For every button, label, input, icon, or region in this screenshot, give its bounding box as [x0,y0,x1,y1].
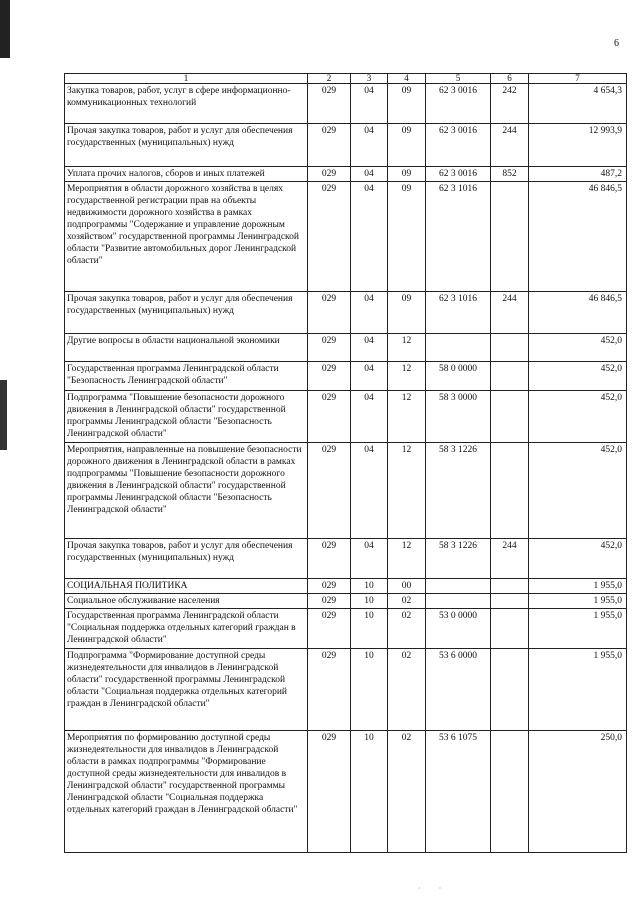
row-code-4: 12 [388,443,426,539]
row-code-3: 04 [351,182,388,292]
row-name: Прочая закупка товаров, работ и услуг для обеспечения государственных (муниципальных) нужд [65,539,308,579]
row-code-3: 10 [351,579,388,594]
row-name: Мероприятия, направленные на повышение безопасности дорожного движения в Ленинградской области в рамках подпрограммы "Повышение безопасности дорожного движения в Ленинградской области" государственной программы Ленинградской области "Безопасность Ленинградской области" [65,443,308,539]
row-code-3: 10 [351,731,388,853]
row-amount: 487,2 [529,167,627,182]
row-code-3: 04 [351,292,388,334]
row-code-5: 58 3 0000 [426,391,491,443]
row-code-2: 029 [308,731,351,853]
scan-edge-mark [0,0,10,58]
column-header: 6 [491,74,529,84]
row-code-2: 029 [308,182,351,292]
row-code-4: 09 [388,292,426,334]
row-amount: 452,0 [529,443,627,539]
row-code-6 [491,649,529,731]
row-code-3: 04 [351,539,388,579]
row-code-6: 852 [491,167,529,182]
row-code-6 [491,182,529,292]
row-name: СОЦИАЛЬНАЯ ПОЛИТИКА [65,579,308,594]
row-code-5: 62 3 1016 [426,292,491,334]
table-row [65,443,627,539]
row-amount: 1 955,0 [529,649,627,731]
column-header: 3 [351,74,388,84]
row-code-3: 04 [351,362,388,391]
row-code-5: 53 0 0000 [426,609,491,649]
row-code-5: 62 3 0016 [426,167,491,182]
row-code-4: 09 [388,167,426,182]
row-code-2: 029 [308,124,351,167]
scan-edge-mark [0,380,7,450]
row-code-2: 029 [308,362,351,391]
table-row [65,391,627,443]
row-code-6: 244 [491,539,529,579]
row-amount: 1 955,0 [529,609,627,649]
row-code-5: 62 3 0016 [426,124,491,167]
row-code-5: 53 6 0000 [426,649,491,731]
row-code-4: 09 [388,124,426,167]
row-code-3: 04 [351,443,388,539]
table-row [65,649,627,731]
row-amount: 4 654,3 [529,84,627,124]
row-code-2: 029 [308,594,351,609]
row-code-3: 10 [351,649,388,731]
row-code-4: 09 [388,182,426,292]
row-code-3: 10 [351,594,388,609]
row-code-6 [491,579,529,594]
row-code-6 [491,443,529,539]
row-code-6 [491,362,529,391]
row-code-3: 10 [351,609,388,649]
row-name: Подпрограмма "Формирование доступной среды жизнедеятельности для инвалидов в Ленинградской области" государственной программы Ленинградской области "Социальная поддержка отдельных категорий граждан в Ленинградской области" [65,649,308,731]
row-code-4: 12 [388,362,426,391]
row-name: Социальное обслуживание населения [65,594,308,609]
row-code-3: 04 [351,84,388,124]
budget-table [64,73,627,853]
row-code-4: 12 [388,391,426,443]
table-row [65,579,627,594]
row-name: Прочая закупка товаров, работ и услуг для обеспечения государственных (муниципальных) нужд [65,292,308,334]
row-code-5: 62 3 1016 [426,182,491,292]
row-amount: 1 955,0 [529,594,627,609]
row-name: Государственная программа Ленинградской области "Социальная поддержка отдельных категорий граждан в Ленинградской области" [65,609,308,649]
row-code-5 [426,334,491,362]
row-code-2: 029 [308,579,351,594]
row-amount: 12 993,9 [529,124,627,167]
row-code-6: 244 [491,124,529,167]
row-code-6: 242 [491,84,529,124]
row-amount: 46 846,5 [529,182,627,292]
row-code-6 [491,391,529,443]
column-header: 1 [65,74,308,84]
row-code-2: 029 [308,292,351,334]
row-code-4: 02 [388,731,426,853]
row-code-2: 029 [308,391,351,443]
row-name: Мероприятия в области дорожного хозяйства в целях государственной регистрации прав на объекты недвижимости дорожного хозяйства в рамках подпрограммы "Содержание и управление дорожным хозяйством" государственной программы Ленинградской области "Развитие автомобильных дорог Ленинградской области" [65,182,308,292]
row-name: Закупка товаров, работ, услуг в сфере информационно-коммуникационных технологий [65,84,308,124]
table-row [65,609,627,649]
table-row [65,334,627,362]
row-code-5: 58 0 0000 [426,362,491,391]
row-code-4: 02 [388,609,426,649]
row-code-6 [491,609,529,649]
row-amount: 452,0 [529,362,627,391]
row-code-2: 029 [308,443,351,539]
row-code-4: 09 [388,84,426,124]
row-name: Подпрограмма "Повышение безопасности дорожного движения в Ленинградской области" государственной программы Ленинградской области "Безопасность Ленинградской области" [65,391,308,443]
row-code-2: 029 [308,84,351,124]
row-code-4: 00 [388,579,426,594]
page-number: 6 [614,38,619,49]
row-name: Государственная программа Ленинградской области "Безопасность Ленинградской области" [65,362,308,391]
scan-speck: · · [418,884,442,893]
row-name: Уплата прочих налогов, сборов и иных платежей [65,167,308,182]
row-code-4: 12 [388,539,426,579]
table-header-row [65,74,627,84]
row-code-4: 02 [388,649,426,731]
row-code-5 [426,594,491,609]
column-header: 2 [308,74,351,84]
row-code-5: 53 6 1075 [426,731,491,853]
row-code-2: 029 [308,334,351,362]
table-row [65,182,627,292]
row-code-3: 04 [351,167,388,182]
row-code-2: 029 [308,539,351,579]
row-code-5 [426,579,491,594]
row-code-2: 029 [308,167,351,182]
row-code-5: 58 3 1226 [426,443,491,539]
table-row [65,124,627,167]
row-code-6 [491,334,529,362]
row-amount: 452,0 [529,539,627,579]
row-code-5: 58 3 1226 [426,539,491,579]
row-amount: 250,0 [529,731,627,853]
row-code-3: 04 [351,124,388,167]
row-amount: 452,0 [529,391,627,443]
column-header: 7 [529,74,627,84]
table-row [65,362,627,391]
column-header: 5 [426,74,491,84]
row-name: Прочая закупка товаров, работ и услуг для обеспечения государственных (муниципальных) нужд [65,124,308,167]
row-code-3: 04 [351,391,388,443]
row-amount: 46 846,5 [529,292,627,334]
table-row [65,167,627,182]
table-row [65,292,627,334]
table-row [65,84,627,124]
row-name: Мероприятия по формированию доступной среды жизнедеятельности для инвалидов в Ленинградской области в рамках подпрограммы "Формирование доступной среды жизнедеятельности для инвалидов в Ленинградской области" государственной программы Ленинградской области "Социальная поддержка отдельных категорий граждан в Ленинградской области" [65,731,308,853]
row-code-4: 12 [388,334,426,362]
row-code-6 [491,594,529,609]
row-code-3: 04 [351,334,388,362]
table-row [65,539,627,579]
row-code-4: 02 [388,594,426,609]
row-code-6 [491,731,529,853]
row-code-2: 029 [308,649,351,731]
row-amount: 1 955,0 [529,579,627,594]
column-header: 4 [388,74,426,84]
row-amount: 452,0 [529,334,627,362]
table-row [65,731,627,853]
row-code-6: 244 [491,292,529,334]
row-name: Другие вопросы в области национальной экономики [65,334,308,362]
table-row [65,594,627,609]
row-code-5: 62 3 0016 [426,84,491,124]
row-code-2: 029 [308,609,351,649]
